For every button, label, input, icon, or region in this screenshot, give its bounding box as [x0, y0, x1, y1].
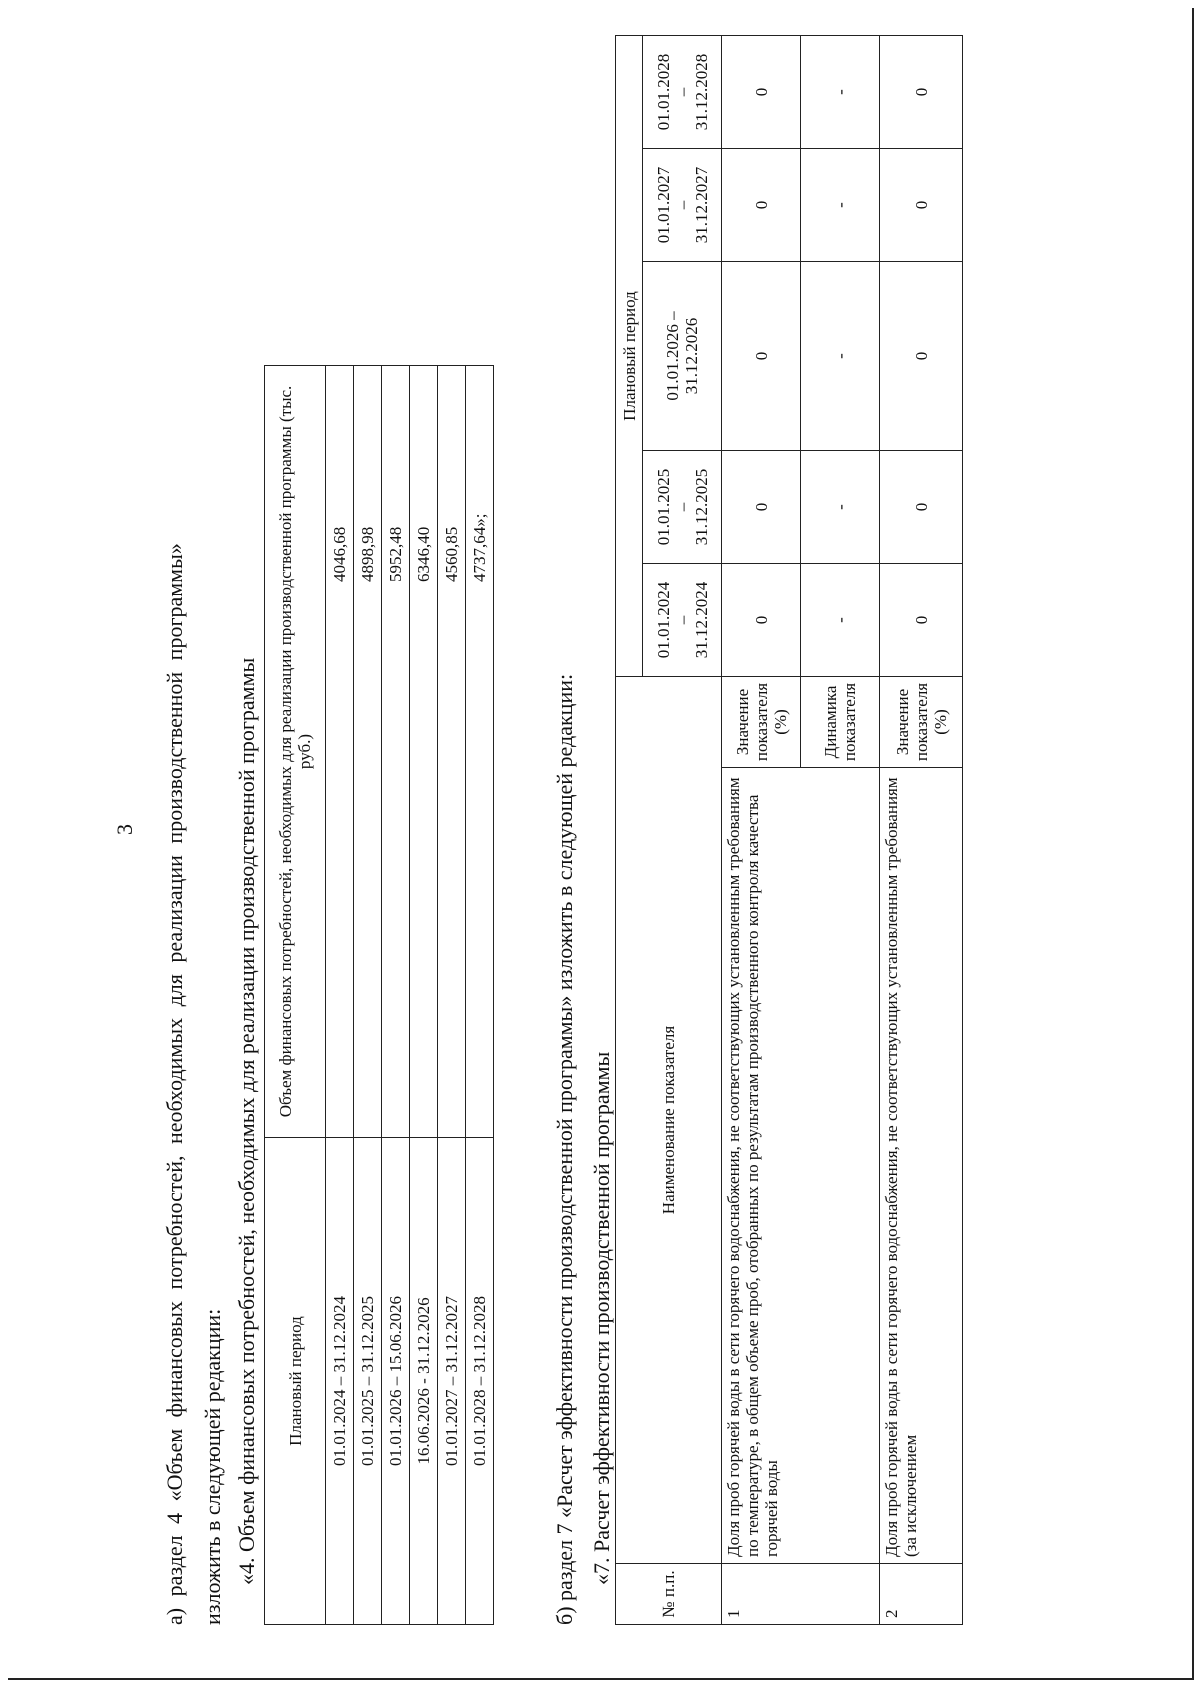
- value-cell: 0: [722, 36, 801, 149]
- table4-caption: «4. Объем финансовых потребностей, необходимых для реализации производственной программы: [234, 657, 259, 1585]
- period-dash: –: [672, 615, 692, 625]
- value-cell: 4046,68: [326, 366, 354, 1138]
- period-cell: 01.01.2028 – 31.12.2028: [466, 1138, 494, 1625]
- period-dash: –: [672, 502, 692, 512]
- period-to: 31.12.2025: [691, 468, 711, 546]
- header-planned: Плановый период: [616, 36, 643, 677]
- section-b-line1: б) раздел 7 «Расчет эффективности производственной программы» изложить в следующей редакции:: [552, 673, 577, 1625]
- value-cell: -: [801, 36, 880, 149]
- value-cell: -: [801, 149, 880, 262]
- header-period-2027: [643, 149, 722, 262]
- period-from: 01.01.2026 –: [663, 311, 682, 401]
- value-cell: 0: [880, 149, 963, 262]
- value-cell: 4560,85: [438, 366, 466, 1138]
- indicator-kind: Значение показателя (%): [880, 677, 963, 768]
- period-dash: –: [672, 87, 692, 97]
- period-cell: 01.01.2025 – 31.12.2025: [354, 1138, 382, 1625]
- table-row: [722, 36, 801, 1625]
- table7-caption: «7. Расчет эффективности производственной программы: [589, 1051, 614, 1585]
- section-a-line2: изложить в следующей редакции:: [200, 1308, 225, 1625]
- period-cell: 01.01.2026 – 15.06.2026: [382, 1138, 410, 1625]
- value-cell: 0: [722, 564, 801, 677]
- value-cell: 0: [880, 564, 963, 677]
- indicator-kind: Значение показателя (%): [722, 677, 801, 768]
- period-from: 01.01.2028: [653, 53, 673, 131]
- table-row: [410, 366, 438, 1625]
- value-cell: 5952,48: [382, 366, 410, 1138]
- header-num: № п.п.: [616, 1564, 722, 1625]
- value-cell: 4737,64»;: [466, 366, 494, 1138]
- period-to: 31.12.2028: [691, 53, 711, 131]
- row-num: 1: [722, 1564, 880, 1625]
- value-cell: -: [801, 564, 880, 677]
- value-cell: 4898,98: [354, 366, 382, 1138]
- indicator-name: Доля проб горячей воды в сети горячего водоснабжения, не соответствующих установленным требованиям по температуре, в общем объеме проб, отобранных по результатам производственного контроля качества горячей воды: [722, 768, 880, 1564]
- value-cell: 0: [722, 451, 801, 564]
- table-row: [466, 366, 494, 1625]
- rotated-page: [90, 35, 1170, 1625]
- table-row: [438, 366, 466, 1625]
- period-from: 01.01.2025: [653, 468, 673, 546]
- value-cell: 0: [722, 262, 801, 451]
- value-cell: 6346,40: [410, 366, 438, 1138]
- header-period-2025: [643, 451, 722, 564]
- header-period-2026: [643, 262, 722, 451]
- financial-needs-table: [264, 365, 494, 1625]
- header-name: Наименование показателя: [616, 677, 722, 1564]
- indicator-name: Доля проб горячей воды в сети горячего водоснабжения, не соответствующих установленным требованиям (за исключением: [880, 768, 963, 1564]
- indicator-kind: Динамика показателя: [801, 677, 880, 768]
- period-dash: –: [672, 200, 692, 210]
- table-header-row: [265, 366, 326, 1625]
- section-a-line1: а) раздел 4 «Объем финансовых потребностей, необходимых для реализации производственной программы»: [162, 543, 187, 1625]
- period-cell: 01.01.2024 – 31.12.2024: [326, 1138, 354, 1625]
- header-period-2024: [643, 564, 722, 677]
- value-cell: 0: [880, 36, 963, 149]
- period-cell: 01.01.2027 – 31.12.2027: [438, 1138, 466, 1625]
- page-number: 3: [112, 824, 137, 835]
- period-from: 01.01.2027: [653, 166, 673, 244]
- row-num: 2: [880, 1564, 963, 1625]
- period-to: 31.12.2024: [691, 581, 711, 659]
- header-period: Плановый период: [265, 1138, 326, 1625]
- period-cell: 16.06.2026 - 31.12.2026: [410, 1138, 438, 1625]
- table-row: [326, 366, 354, 1625]
- table-header-row: [616, 36, 643, 1625]
- period-from: 01.01.2024: [653, 581, 673, 659]
- value-cell: -: [801, 262, 880, 451]
- table-row: [382, 366, 410, 1625]
- value-cell: -: [801, 451, 880, 564]
- table-row: [354, 366, 382, 1625]
- value-cell: 0: [722, 149, 801, 262]
- period-to: 31.12.2027: [691, 166, 711, 244]
- efficiency-table: [615, 35, 963, 1625]
- period-to: 31.12.2026: [682, 317, 701, 395]
- header-volume: Объем финансовых потребностей, необходимых для реализации производственной программы (тыс. руб.): [265, 366, 326, 1138]
- value-cell: 0: [880, 262, 963, 451]
- value-cell: 0: [880, 451, 963, 564]
- table-row: [880, 36, 963, 1625]
- header-period-2028: [643, 36, 722, 149]
